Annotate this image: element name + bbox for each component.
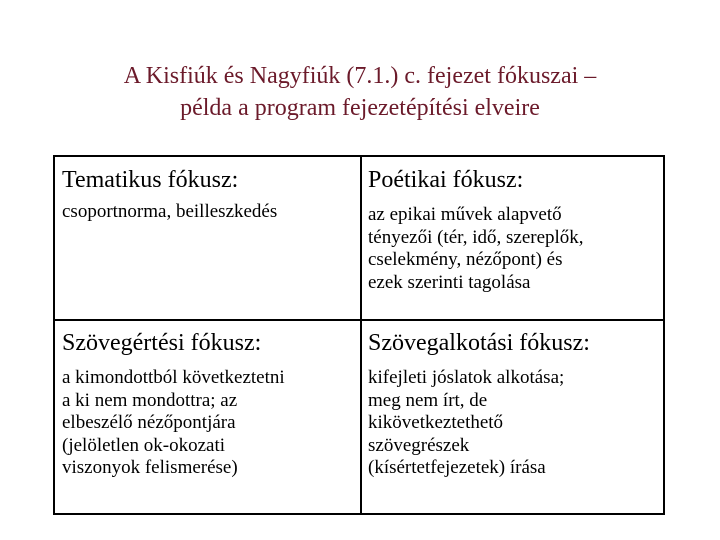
comprehension-focus-text <box>62 367 285 480</box>
composition-focus-line: szövegrészek <box>368 434 470 456</box>
composition-focus-line: kifejleti jóslatok alkotása; <box>368 367 565 388</box>
poetic-focus-line: cselekmény, nézőpont) és <box>368 249 563 270</box>
composition-focus-line: kikövetkeztethető <box>368 412 504 433</box>
thematic-focus-line: csoportnorma, beilleszkedés <box>62 201 278 222</box>
composition-focus-line: (kísértetfejezetek) írása <box>368 457 546 478</box>
comprehension-focus-line: viszonyok felismerése) <box>62 457 238 478</box>
focus-table <box>53 155 665 515</box>
table-column-divider <box>360 157 362 513</box>
composition-focus-text <box>368 367 564 480</box>
comprehension-focus-line: elbeszélő nézőpontjára <box>62 412 236 433</box>
thematic-focus-heading: Tematikus fókusz: <box>62 167 239 193</box>
slide-title-line-2: példa a program fejezetépítési elveire <box>180 95 540 121</box>
composition-focus-line: meg nem írt, de <box>368 389 488 411</box>
poetic-focus-heading: Poétikai fókusz: <box>368 167 524 193</box>
table-row-divider <box>55 319 663 321</box>
comprehension-focus-line: a kimondottból következtetni <box>62 367 285 388</box>
slide-title <box>40 60 680 124</box>
poetic-focus-text <box>368 204 584 294</box>
poetic-focus-line: tényezői (tér, idő, szereplők, <box>368 226 584 248</box>
comprehension-focus-line: (jelöletlen ok-okozati <box>62 434 226 456</box>
comprehension-focus-heading: Szövegértési fókusz: <box>62 330 262 356</box>
comprehension-focus-line: a ki nem mondottra; az <box>62 389 238 411</box>
thematic-focus-text <box>62 201 277 224</box>
slide-title-line-1: A Kisfiúk és Nagyfiúk (7.1.) c. fejezet fókuszai – <box>123 63 597 89</box>
composition-focus-heading: Szövegalkotási fókusz: <box>368 330 590 356</box>
poetic-focus-line: ezek szerinti tagolása <box>368 271 531 293</box>
poetic-focus-line: az epikai művek alapvető <box>368 204 562 225</box>
